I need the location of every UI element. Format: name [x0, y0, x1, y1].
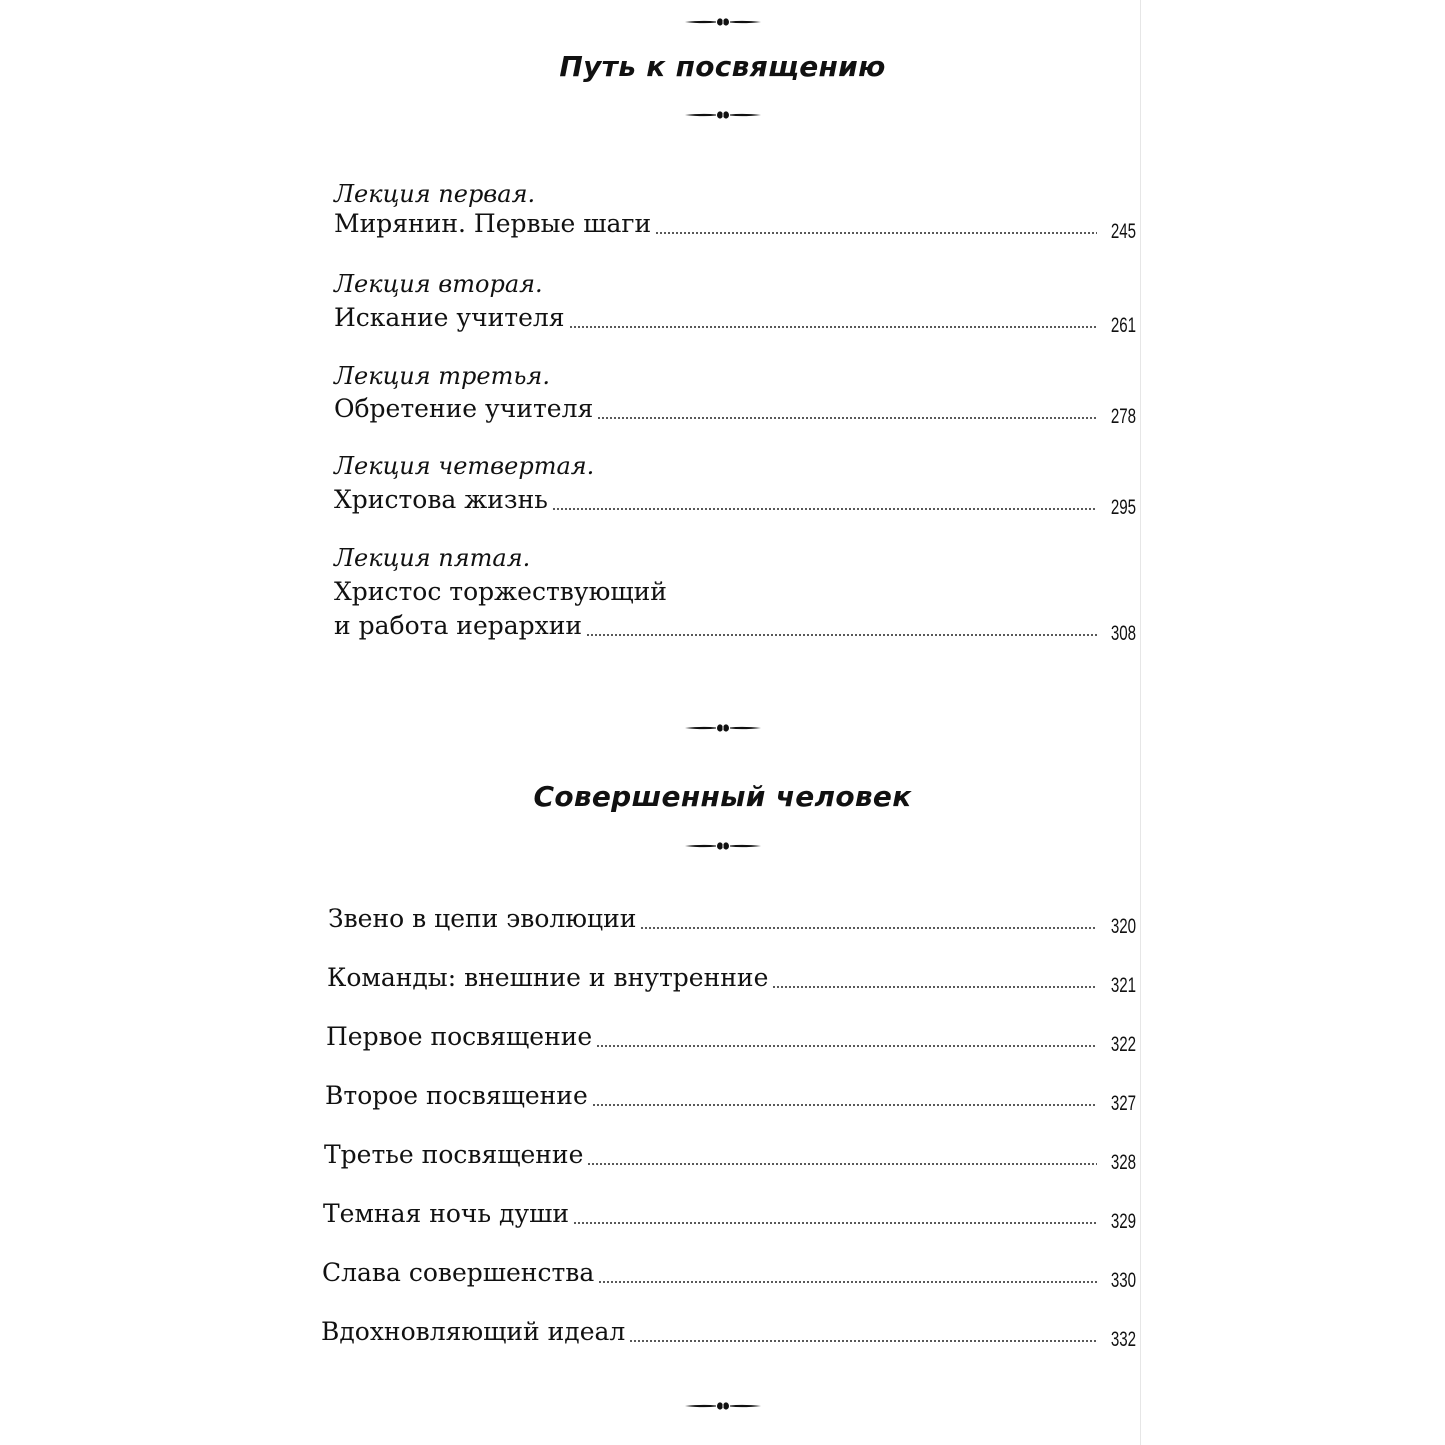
toc-entry-title: Слава совершенства — [322, 1258, 595, 1287]
toc-entry[interactable] — [334, 393, 1136, 428]
dot-leader — [655, 232, 1097, 234]
toc-entry-page: 320 — [1110, 915, 1136, 938]
dot-leader — [587, 1163, 1097, 1165]
dot-leader — [552, 508, 1097, 510]
toc-entry-page: 327 — [1110, 1092, 1136, 1115]
vignette-ornament-icon — [683, 109, 763, 121]
toc-entry[interactable] — [334, 208, 1136, 243]
dot-leader — [640, 927, 1097, 929]
toc-entry[interactable] — [321, 1316, 1136, 1351]
dot-leader — [598, 1281, 1097, 1283]
vignette-ornament-icon — [683, 722, 763, 734]
vignette-ornament-icon — [683, 16, 763, 28]
section-title-perfect-man: Совершенный человек — [533, 780, 912, 813]
toc-entry-page: 328 — [1110, 1151, 1136, 1174]
toc-entry-page: 245 — [1110, 220, 1136, 243]
dot-leader — [586, 634, 1097, 636]
toc-entry-page: 295 — [1110, 496, 1136, 519]
toc-entry[interactable] — [327, 962, 1136, 997]
toc-entry[interactable] — [323, 1198, 1136, 1233]
toc-entry[interactable] — [328, 903, 1136, 938]
vignette-ornament-icon — [683, 1400, 763, 1412]
toc-entry[interactable] — [325, 1080, 1136, 1115]
toc-entry-title: Первое посвящение — [326, 1022, 593, 1051]
toc-entry-page: 329 — [1110, 1210, 1136, 1233]
toc-entry[interactable] — [334, 302, 1136, 337]
toc-entry[interactable] — [334, 610, 1136, 645]
toc-entry[interactable] — [322, 1257, 1136, 1292]
toc-entry-page: 322 — [1110, 1033, 1136, 1056]
dot-leader — [629, 1340, 1097, 1342]
toc-entry-title: Искание учителя — [334, 303, 565, 332]
toc-entry-title: Темная ночь души — [323, 1199, 570, 1228]
toc-entry-page: 261 — [1110, 314, 1136, 337]
toc-entry-title: Второе посвящение — [325, 1081, 588, 1110]
lecture-caption: Лекция пятая. — [334, 544, 531, 572]
toc-entry-title: Мирянин. Первые шаги — [334, 209, 652, 238]
lecture-caption: Лекция четвертая. — [334, 452, 595, 480]
dot-leader — [573, 1222, 1097, 1224]
toc-entry-title: и работа иерархии — [334, 611, 583, 640]
toc-entry-page: 308 — [1110, 622, 1136, 645]
toc-entry-title: Обретение учителя — [334, 394, 594, 423]
toc-entry-page: 330 — [1110, 1269, 1136, 1292]
toc-entry-page: 321 — [1110, 974, 1136, 997]
page-edge-divider — [1140, 0, 1141, 1445]
toc-entry-title: Команды: внешние и внутренние — [327, 963, 769, 992]
toc-entry[interactable] — [334, 484, 1136, 519]
dot-leader — [592, 1104, 1097, 1106]
dot-leader — [596, 1045, 1097, 1047]
toc-entry-title: Христова жизнь — [334, 485, 548, 514]
dot-leader — [569, 326, 1097, 328]
toc-entry[interactable] — [324, 1139, 1136, 1174]
toc-entry-title: Третье посвящение — [324, 1140, 584, 1169]
toc-entry-title: Звено в цепи эволюции — [328, 904, 637, 933]
lecture-caption: Лекция третья. — [334, 362, 550, 390]
dot-leader — [772, 986, 1097, 988]
toc-entry-page: 332 — [1110, 1328, 1136, 1351]
section-title-path-to-initiation: Путь к посвящению — [559, 50, 886, 83]
lecture-caption: Лекция вторая. — [334, 270, 543, 298]
toc-entry-title-line1: Христос торжествующий — [334, 577, 667, 606]
toc-entry-title: Вдохновляющий идеал — [321, 1317, 626, 1346]
vignette-ornament-icon — [683, 840, 763, 852]
toc-entry[interactable] — [326, 1021, 1136, 1056]
dot-leader — [597, 417, 1097, 419]
toc-entry-page: 278 — [1110, 405, 1136, 428]
lecture-caption: Лекция первая. — [334, 180, 536, 208]
